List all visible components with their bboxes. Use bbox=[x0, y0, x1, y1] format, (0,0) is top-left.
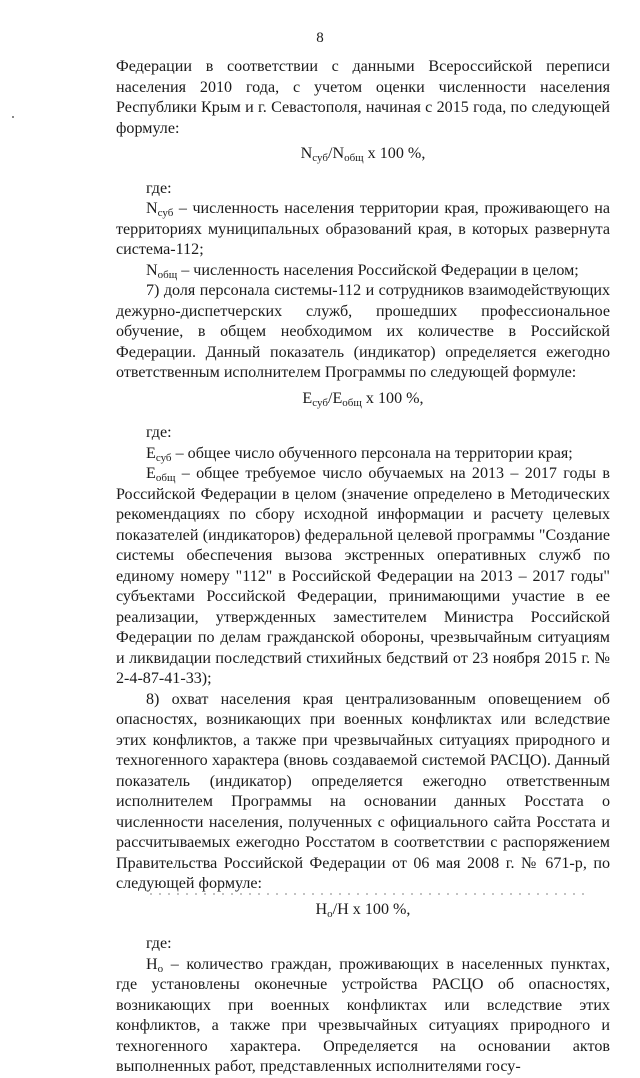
definition-n-sub bbox=[116, 199, 610, 261]
definition-symbol: N bbox=[146, 200, 158, 217]
definition-symbol-sub: суб bbox=[155, 451, 172, 464]
page-number: 8 bbox=[316, 30, 324, 46]
formula-e-numerator-sub: суб bbox=[312, 396, 328, 409]
item-7: 7) доля персонала системы-112 и сотрудников взаимодействующих дежурно-диспетчерских служб, прошедших профессиональное обучение, в общем необходимом их количестве в Российской Федерации. Данный показатель (индикатор) определяется ежегодно ответственным исполнителем Программы по следующей формуле: bbox=[116, 282, 610, 381]
formula-n-denominator-sub: общ bbox=[344, 152, 364, 164]
definition-text: – количество граждан, проживающих в населенных пунктах, где установлены оконечные устройства РАСЦО об опасностях, возникающих при военных конфликтах или вследствие этих конфликтов, а также при чрезвычайных ситуациях природного и техногенного характера. Определяется на основании актов выполненных работ, представленных исполнителями госу- bbox=[116, 955, 610, 1075]
formula-e-numerator: E bbox=[302, 389, 313, 407]
item-8: 8) охват населения края централизованным оповещением об опасностях, возникающих при военных конфликтах или вследствие этих конфликтов, а также при чрезвычайных ситуациях природного и техногенного характера (вновь создаваемой системой РАСЦО). Данный показатель (индикатор) определяется ежегодно ответственным исполнителем Программы на основании данных Росстата о численности населения, полученных с официального сайта Росстата и рассчитываемых ежегодно Росстатом в соответствии с распоряжением Правительства Российской Федерации от 06 мая 2008 г. № 671-р, по следующей формуле: bbox=[116, 690, 610, 892]
definition-symbol: E bbox=[146, 444, 156, 462]
scan-speck bbox=[12, 116, 14, 118]
formula-n-numerator: N bbox=[300, 145, 313, 162]
scan-artifact-line bbox=[150, 893, 590, 895]
where-label-3: где: bbox=[146, 935, 172, 952]
formula-e-tail: х 100 %, bbox=[361, 389, 424, 407]
formula-h-numerator: Н bbox=[315, 900, 328, 918]
formula-e-sep: / bbox=[327, 389, 333, 407]
document-body bbox=[116, 57, 610, 1078]
formula-n-numerator-sub: суб bbox=[312, 152, 328, 164]
definition-symbol: E bbox=[146, 465, 156, 482]
definition-symbol: Н bbox=[146, 955, 158, 973]
definition-e-obsh bbox=[116, 464, 610, 690]
definition-e-sub bbox=[116, 444, 610, 465]
formula-n-denominator: N bbox=[332, 145, 345, 162]
definition-symbol-sub: о bbox=[157, 962, 164, 975]
formula-h-numerator-sub: о bbox=[327, 907, 333, 920]
formula-e-denominator-sub: общ bbox=[342, 396, 362, 409]
definition-text: – общее требуемое число обучаемых на 2013 – 2017 годы в Российской Федерации в целом (значение определено в Методических рекомендациях по сбору исходной информации и расчету целевых показателей (индикаторов) федеральной целевой программы "Создание системы обеспечения вызова экстренных оперативных служб по единому номеру "112" в Российской Федерации на 2013 – 2017 годы" субъектами Российской Федерации, принимающими участие в ее реализации, утвержденных заместителем Министра Российской Федерации по делам гражданской обороны, чрезвычайным ситуациям и ликвидации последствий стихийных бедствий от 23 ноября 2015 г. № 2-4-87-41-33); bbox=[116, 465, 610, 687]
formula-n bbox=[116, 144, 610, 165]
formula-h-sep: / bbox=[332, 900, 338, 918]
definition-text: – численность населения территории края, проживающего на территориях муниципальных образований края, в которых развернута система-112; bbox=[116, 200, 610, 258]
formula-h-denominator: Н bbox=[337, 900, 349, 918]
definition-text: – общее число обученного персонала на территории края; bbox=[171, 444, 573, 462]
definition-n-obsh bbox=[116, 261, 610, 282]
definition-symbol-sub: общ bbox=[157, 268, 178, 281]
where-label-1: где: bbox=[146, 179, 172, 197]
definition-symbol-sub: суб bbox=[157, 207, 174, 219]
definition-h-o bbox=[116, 955, 610, 1078]
definition-text: – численность населения Российской Федерации в целом; bbox=[177, 261, 579, 279]
definition-symbol-sub: общ bbox=[155, 472, 176, 484]
formula-e bbox=[116, 389, 610, 410]
formula-h-tail: х 100 %, bbox=[348, 900, 411, 918]
formula-n-sep: / bbox=[327, 145, 333, 162]
formula-n-tail: х 100 %, bbox=[363, 145, 426, 162]
where-label-2: где: bbox=[146, 424, 172, 441]
formula-e-denominator: E bbox=[332, 389, 343, 407]
formula-h bbox=[116, 900, 610, 921]
paragraph-intro: Федерации в соответствии с данными Всероссийской переписи населения 2010 года, с учетом оценки численности населения Республики Крым и г. Севастополя, начиная с 2015 года, по следующей формуле: bbox=[116, 58, 610, 137]
definition-symbol: N bbox=[146, 261, 158, 279]
